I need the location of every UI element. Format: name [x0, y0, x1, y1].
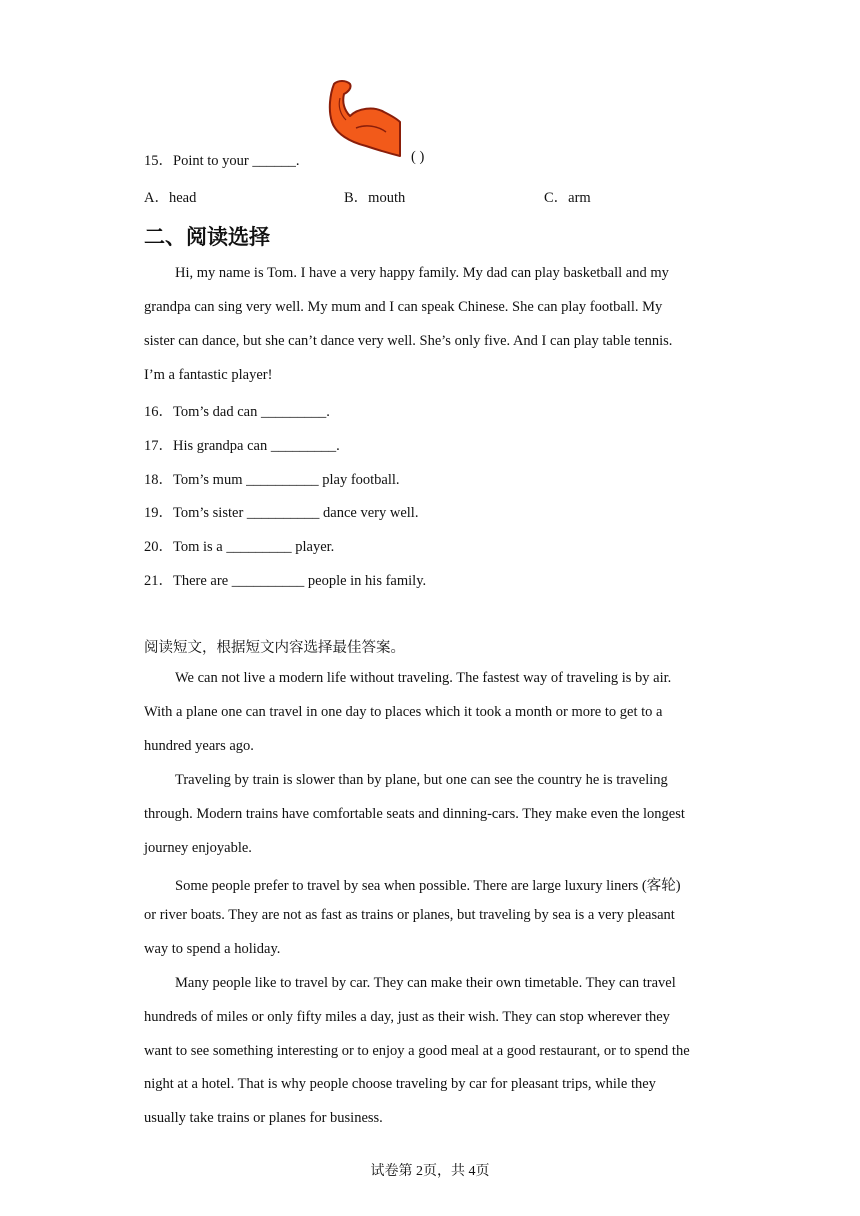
- option-b: B．mouth: [344, 190, 406, 206]
- passage-line: I’m a fantastic player!: [144, 367, 273, 383]
- answer-bracket: ( ): [411, 149, 425, 165]
- question-20: 20．Tom is a _________ player.: [144, 539, 335, 555]
- reading-line: With a plane one can travel in one day to places which it took a month or more to get to a: [144, 704, 663, 720]
- reading-line: Traveling by train is slower than by plane, but one can see the country he is traveling: [175, 772, 668, 788]
- page-footer: 试卷第 2页，共 4页: [370, 1164, 490, 1179]
- reading-line: Many people like to travel by car. They can make their own timetable. They can travel: [175, 975, 676, 991]
- reading-line: night at a hotel. That is why people choose traveling by car for pleasant trips, while they: [144, 1076, 656, 1092]
- passage-line: Hi, my name is Tom. I have a very happy family. My dad can play basketball and my: [175, 265, 669, 281]
- flexed-arm-icon: [326, 78, 404, 160]
- reading-instruction: 阅读短文，根据短文内容选择最佳答案。: [144, 640, 405, 656]
- passage-line: sister can dance, but she can’t dance very well. She’s only five. And I can play table tennis.: [144, 333, 673, 349]
- reading-line: hundreds of miles or only fifty miles a day, just as their wish. They can stop wherever they: [144, 1009, 670, 1025]
- reading-line: Some people prefer to travel by sea when possible. There are large luxury liners (客轮): [175, 878, 681, 894]
- passage-line: grandpa can sing very well. My mum and I can speak Chinese. She can play football. My: [144, 299, 663, 315]
- option-c: C．arm: [544, 190, 591, 206]
- question-17: 17．His grandpa can _________.: [144, 438, 340, 454]
- reading-line: journey enjoyable.: [144, 840, 252, 856]
- section-heading: 二、阅读选择: [144, 225, 270, 249]
- reading-line: usually take trains or planes for business.: [144, 1110, 383, 1126]
- option-a: A．head: [144, 190, 197, 206]
- reading-line: through. Modern trains have comfortable seats and dinning-cars. They make even the longest: [144, 806, 685, 822]
- reading-line: hundred years ago.: [144, 738, 254, 754]
- question-21: 21．There are __________ people in his family.: [144, 573, 427, 589]
- reading-line: way to spend a holiday.: [144, 941, 281, 957]
- question-16: 16．Tom’s dad can _________.: [144, 404, 330, 420]
- question-15: 15．Point to your ______.: [144, 153, 300, 169]
- question-18: 18．Tom’s mum __________ play football.: [144, 472, 400, 488]
- reading-line: We can not live a modern life without traveling. The fastest way of traveling is by air.: [175, 670, 672, 686]
- reading-line: or river boats. They are not as fast as trains or planes, but traveling by sea is a very pleasant: [144, 907, 675, 923]
- reading-line: want to see something interesting or to enjoy a good meal at a good restaurant, or to spend the: [144, 1043, 690, 1059]
- question-19: 19．Tom’s sister __________ dance very well.: [144, 505, 419, 521]
